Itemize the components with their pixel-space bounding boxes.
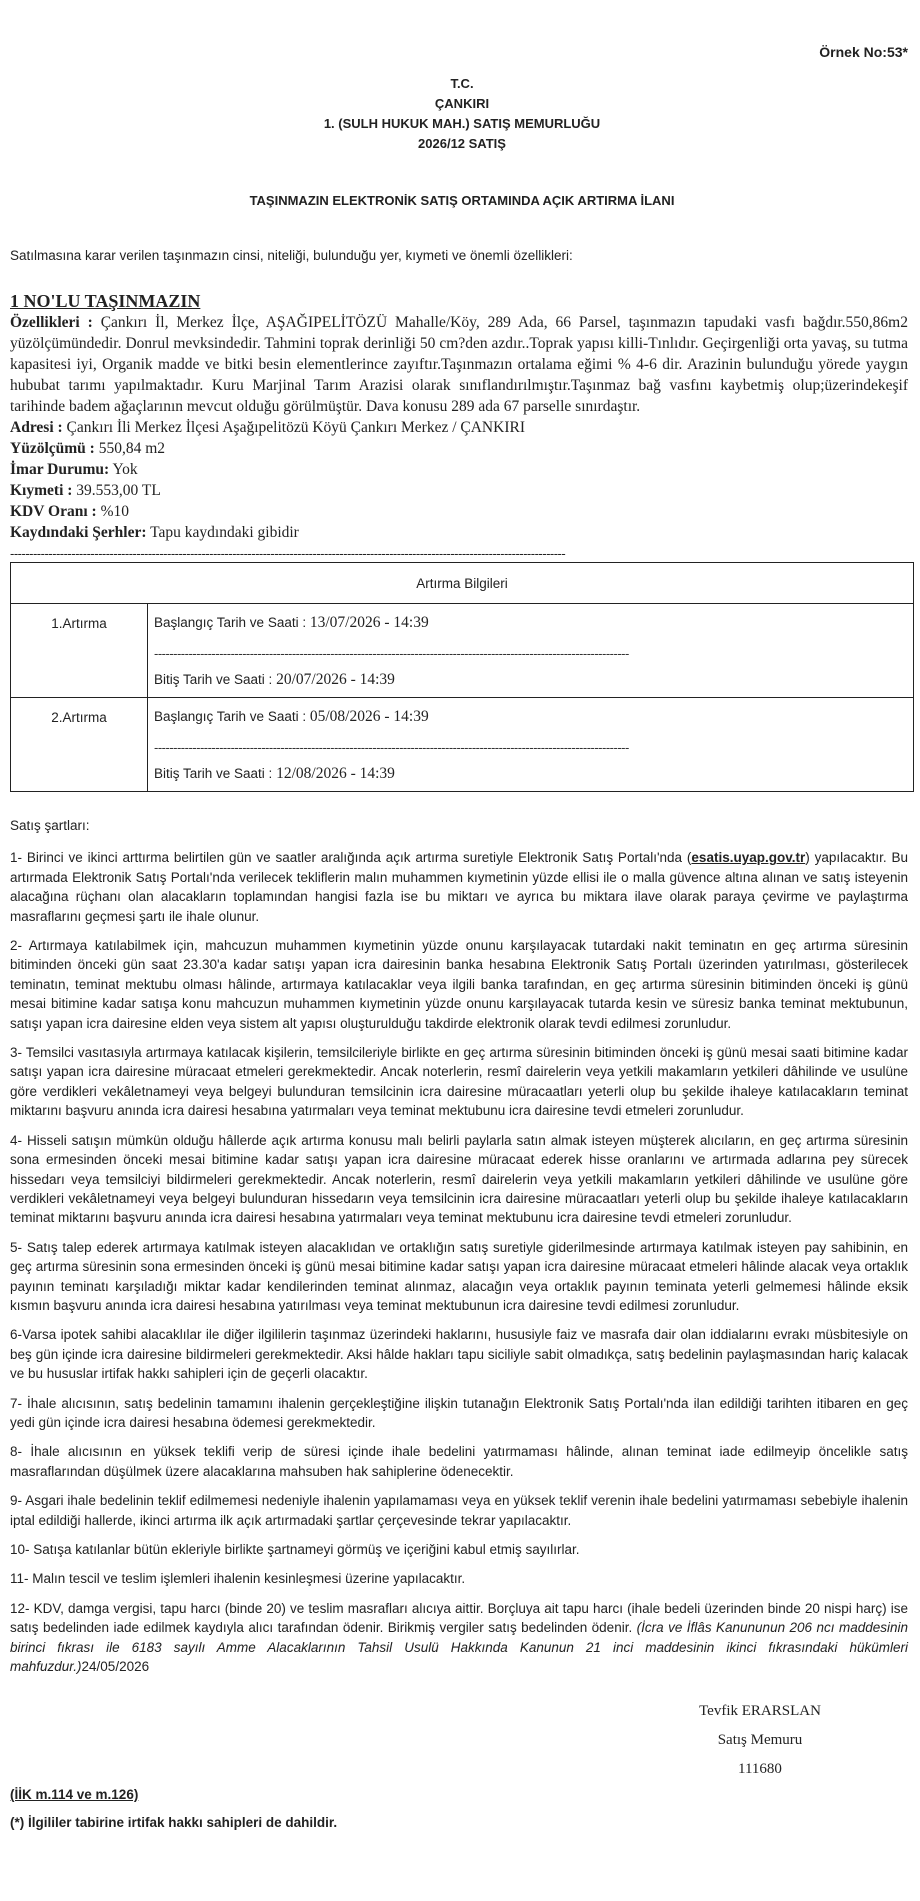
condition-6: 6-Varsa ipotek sahibi alacaklılar ile diğer ilgililerin taşınmaz üzerindeki haklarını, hususiyle faiz ve masrafa dair olan iddialarını evrakı müsbitesiyle on beş gün içinde icra dairesine bildirmeleri gerekmektedir. Aksi hâlde hakları tapu siciliyle sabit olmadıkça, satış bedelinin paylaşmasından hariç kalacak ve bu hususlar irtifak hakkı sahipleri için de geçerli olacaktır. (10, 1327, 908, 1382)
features-value: Çankırı İl, Merkez İlçe, AŞAĞIPELİTÖZÜ Mahalle/Köy, 289 Ada, 66 Parsel, taşınmazın tapudaki vasfı bağdır.550,86m2 yüzölçümündedir. Donrul mevksindedir. Tahmini toprak derinliği 50 cm?den azdır..Toprak yapısı killi-Tınlıdır. Geçirgenliği orta yavaş, su tutma kapasitesi iyi, Organik madde ve bitki besin elementlerince zayıftır.Taşınmazın ortalama eğimi % 4-6 dir. Arazinin bulunduğu yörede yaygın hububat tarımı yapılmaktadır. Kuru Marjinal Tarım Arazisi olarak sınıflandırılmıştır.Taşınmaz bağ vasfını kaybetmiş olup;üzerindekeşif tarihinde badem ağaçlarının mevcut olduğu görülmüştür. Dava konusu 289 ada 67 parselle sınırdaştır. (10, 314, 908, 415)
property-annotations (10, 522, 908, 543)
footer-law-reference: (İİK m.114 ve m.126) (10, 1787, 139, 1802)
end-label: Bitiş Tarih ve Saati : (154, 766, 273, 781)
condition-12-legal-note: (İcra ve İflâs Kanununun 206 ncı maddesinin birinci fıkrası ile 6183 sayılı Amme Alacaklarının Tahsil Usulü Hakkında Kanunun 21 inci maddesinin ikinci fıkrasındaki hükümleri mahfuzdur.) (10, 1620, 908, 1675)
address-value: Çankırı İli Merkez İlçesi Aşağıpelitözü Köyü Çankırı Merkez / ÇANKIRI (66, 419, 525, 436)
end-date: 12/08/2026 - 14:39 (276, 765, 395, 782)
table-row (11, 698, 914, 792)
document-date: 24/05/2026 (81, 1659, 150, 1675)
condition-3: 3- Temsilci vasıtasıyla artırmaya katılacak kişilerin, temsilcileriyle birlikte en geç artırma süresinin bitiminden önceki iş günü mesai saati bitimine kadar satışı yapan icra dairesine müracaat etmeleri gerekmektedir. Ancak noterlerin, resmî dairelerin veya yetkili makamların yetkileri dâhilinde ve usulüne göre verdikleri vekâletnameyi veya belgeyi bulunduran temsilcinin icra dairesine müracaatları yeterli olup bu şekilde ihaleye katılacakların teminat miktarını başvuru anında icra dairesi hesabına yatırmaları veya teminat mektubunu icra dairesine tevdi etmeleri zorunludur. (10, 1045, 908, 1119)
auction-end (154, 765, 907, 783)
condition-1-text: 1- Birinci ve ikinci arttırma belirtilen gün ve saatler aralığında açık artırma suretiyle Elektronik Satış Portalı'nda ( (10, 850, 692, 866)
section-separator: ------------------------------------------------------------------------------------------------------------------------------------------------- (10, 546, 566, 561)
property-zoning (10, 459, 908, 480)
signer-name: Tevfik ERARSLAN (699, 1703, 821, 1719)
conditions-heading: Satış şartları: (10, 818, 90, 833)
condition-5: 5- Satış talep ederek artırmaya katılmak isteyen alacaklıdan ve ortaklığın satış suretiyle giderilmesinde artırmaya katılmak isteyen pay sahibinin, en geç artırma süresinin sona ermesinden önceki iş günü mesai bitimine kadar satışı yapan icra dairesine müracaat etmeleri hâlinde alacak veya ortaklık payının teminatı karşıladığı miktar kadar kendilerinden teminat alınmaz, alacağın veya ortaklık payının teminata yeterli gelmemesi hâlinde eksik kısmın başvuru anında icra dairesi hesabına yatırılması veya teminat mektubunun icra dairesine tevdi edilmesi zorunludur. (10, 1239, 908, 1313)
condition-1 (10, 848, 908, 926)
property-address (10, 417, 908, 438)
condition-4: 4- Hisseli satışın mümkün olduğu hâllerde açık artırma konusu malı belirli paylarla satın almak isteyen müşterek alıcıların, en geç artırma süresinin sona ermesinden önceki mesai bitimine kadar satışı yapan icra dairesine müracaat ederek hisse oranlarını ve artırmada adlarına pey sürecek hissedarı veya temsilciyi bildirmeleri gerekmektedir. Ancak noterlerin, resmî dairelerin veya yetkili makamların yetkileri dâhilinde ve usulüne göre verdikleri vekâletnameyi veya belgeyi bulunduran hissedarın veya temsilcinin icra dairesine müracaatları yeterli olup bu şekilde ihaleye katılacakların teminat miktarını başvuru anında icra dairesi hesabına yatırmaları veya teminat mektubunu icra dairesine tevdi etmeleri zorunludur. (10, 1132, 908, 1226)
property-value (10, 480, 908, 501)
value-label: Kıymeti : (10, 482, 73, 499)
annotations-value: Tapu kaydındaki gibidir (150, 524, 299, 541)
header-office: 1. (SULH HUKUK MAH.) SATIŞ MEMURLUĞU (323, 116, 601, 131)
property-vat (10, 501, 908, 522)
ornek-no: Örnek No:53* (819, 44, 908, 60)
property-section (10, 290, 908, 564)
auction-table-header: Artırma Bilgileri (11, 563, 914, 604)
auction-round-dates (148, 698, 914, 792)
auction-table (10, 562, 914, 792)
auction-start (154, 708, 907, 726)
property-heading: 1 NO'LU TAŞINMAZIN (10, 291, 201, 311)
header-case-no: 2026/12 SATIŞ (418, 136, 506, 151)
property-features (10, 312, 908, 417)
sale-conditions (10, 816, 908, 1686)
condition-12 (10, 1599, 908, 1677)
start-label: Başlangıç Tarih ve Saati : (154, 615, 307, 630)
zoning-label: İmar Durumu: (10, 461, 110, 478)
auction-start (154, 614, 907, 632)
condition-12-text: 12- KDV, damga vergisi, tapu harcı (binde 20) ve teslim masrafları alıcıya aittir. Borçluya ait tapu harcı (ihale bedeli üzerinden binde 20 nispi harç) ise satış bedelinden iade edilmek kaydıyla alıcı tarafından ödenir. Birikmiş vergiler satış bedelinden ödenir. (10, 1600, 908, 1636)
area-label: Yüzölçümü : (10, 440, 95, 457)
auction-round-dates (148, 604, 914, 698)
start-date: 05/08/2026 - 14:39 (309, 708, 429, 725)
annotations-label: Kaydındaki Şerhler: (10, 524, 147, 541)
header-city: ÇANKIRI (434, 96, 490, 111)
features-label: Özellikleri : (10, 314, 93, 331)
auction-round-label: 2.Artırma (11, 698, 148, 792)
condition-2: 2- Artırmaya katılabilmek için, mahcuzun muhammen kıymetinin yüzde onunu karşılayacak tutardaki nakit teminatın en geç artırma süresinin bitiminden önceki gün saat 23.30'a kadar satışı yapan icra dairesinin banka hesabına Elektronik Satış Portalı üzerinden yatırılması, gösterilecek teminatın, teminat mektubu olması hâlinde, artırmaya katılacaklar veya ilgili banka tarafından, en geç artırma süresinin bitiminden önceki iş günü mesai bitimine kadar satışa konu mahcuzun muhammen kıymetinin yüzde onunu karşılayacak tutarda kesin ve süresiz banka teminat mektubunun, satışı yapan icra dairesine elden veya sistem alt yapısı oluşturulduğu takdirde elektronik olarak tevdi edilmesi zorunludur. (10, 938, 908, 1031)
condition-9: 9- Asgari ihale bedelinin teklif edilmemesi nedeniyle ihalenin yapılamaması veya en yüksek teklif verenin ihale bedelini yatırmaması sebebiyle ihalenin iptal edildiği hallerde, ikinci artırma ilk açık artırmadaki şartlar çerçevesinde tekrar yapılacaktır. (10, 1493, 908, 1528)
intro-text: Satılmasına karar verilen taşınmazın cinsi, niteliği, bulunduğu yer, kıymeti ve önemli özellikleri: (10, 248, 573, 263)
signer-number: 111680 (738, 1761, 782, 1777)
zoning-value: Yok (112, 461, 138, 478)
auction-round-label: 1.Artırma (11, 604, 148, 698)
condition-7: 7- İhale alıcısının, satış bedelinin tamamını ihalenin gerçekleştiğine ilişkin tutanağın Elektronik Satış Portalı'nda ilan edildiği tarihten itibaren en geç yedi gün içinde icra dairesi hesabına ödemesi gerekmektedir. (10, 1395, 908, 1430)
table-row (11, 604, 914, 698)
start-label: Başlangıç Tarih ve Saati : (154, 709, 307, 724)
portal-link[interactable]: esatis.uyap.gov.tr (691, 850, 806, 866)
document-header (10, 74, 914, 154)
property-area (10, 438, 908, 459)
auction-end (154, 671, 907, 689)
condition-11: 11- Malın tescil ve teslim işlemleri ihalenin kesinleşmesi üzerine yapılacaktır. (10, 1571, 466, 1587)
address-label: Adresi : (10, 419, 63, 436)
condition-10: 10- Satışa katılanlar bütün ekleriyle birlikte şartnameyi görmüş ve içeriğini kabul etmiş sayılırlar. (10, 1542, 580, 1557)
footer-note: (*) İlgililer tabirine irtifak hakkı sahipleri de dahildir. (10, 1815, 338, 1830)
condition-1-text-cont: ) yapılacaktır. Bu artırmada Elektronik Satış Portalı'nda verilecek tekliflerin malın muhammen kıymetinin yüzde ellisi ile o malla güvence altına alınan ve satış isteyenin alacağına rüçhanı olan alacakların toplamından hangisi fazla ise bu miktarı ve ayrıca bu miktara ilave olarak paraya çevirme ve paylaştırma masraflarını geçmesi şartı ile ihale olunur. (10, 850, 908, 924)
signature-block (690, 1697, 830, 1784)
vat-value: %10 (100, 503, 129, 520)
row-separator: ---------------------------------------------------------------------------------------------------------------------------- (154, 740, 629, 755)
row-separator: ---------------------------------------------------------------------------------------------------------------------------- (154, 646, 629, 661)
signer-title: Satış Memuru (717, 1732, 803, 1748)
end-label: Bitiş Tarih ve Saati : (154, 672, 273, 687)
header-tc: T.C. (450, 76, 474, 91)
area-value: 550,84 m2 (98, 440, 166, 457)
condition-8: 8- İhale alıcısının en yüksek teklifi verip de süresi içinde ihale bedelini yatırmaması hâlinde, alınan teminat iade edilmeyip öncelikle satış masraflarından düşülmek üzere alacaklarına mahsuben hak sahiplerine ödenecektir. (10, 1444, 908, 1479)
page-title: TAŞINMAZIN ELEKTRONİK SATIŞ ORTAMINDA AÇIK ARTIRMA İLANI (249, 193, 675, 208)
value-amount: 39.553,00 TL (76, 482, 161, 499)
end-date: 20/07/2026 - 14:39 (276, 671, 395, 688)
start-date: 13/07/2026 - 14:39 (309, 614, 429, 631)
vat-label: KDV Oranı : (10, 503, 97, 520)
